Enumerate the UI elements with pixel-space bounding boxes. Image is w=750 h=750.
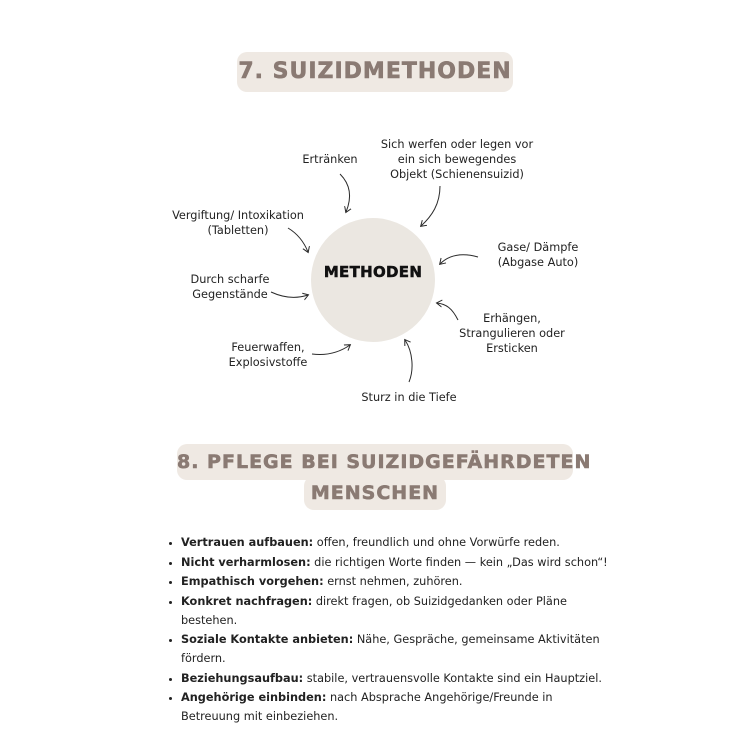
list-item-text: ernst nehmen, zuhören. [323, 575, 463, 588]
method-line: Durch scharfe [190, 273, 270, 286]
method-line: Explosivstoffe [228, 356, 308, 369]
list-item [181, 630, 611, 668]
method-line: ein sich bewegendes [397, 153, 517, 166]
list-item-label: Soziale Kontakte anbieten: [181, 633, 354, 646]
list-item-label: Vertrauen aufbauen: [181, 536, 314, 549]
arrow-schienensuizid [421, 186, 440, 226]
method-line: Feuerwaffen, [231, 341, 305, 354]
method-line: Gase/ Dämpfe [497, 241, 579, 254]
list-item-text: offen, freundlich und ohne Vorwürfe reden. [313, 536, 560, 549]
method-line: (Tabletten) [207, 224, 269, 237]
arrow-vergiftung [288, 228, 308, 252]
arrow-erhaengen [437, 303, 458, 320]
method-line: Objekt (Schienensuizid) [390, 168, 524, 181]
list-item-text: direkt fragen, ob Suizidgedanken oder Pläne bestehen. [181, 594, 567, 627]
method-ertraenken-text: Ertränken [302, 153, 358, 166]
method-line: Strangulieren oder [459, 327, 565, 340]
list-item-label: Empathisch vorgehen: [181, 575, 324, 588]
list-item [181, 533, 611, 552]
list-item [181, 688, 611, 726]
list-item [181, 592, 611, 630]
list-item-text: die richtigen Worte finden — kein „Das wird schon“! [310, 555, 608, 569]
list-item-text: stabile, vertrauensvolle Kontakte sind ein Hauptziel. [303, 671, 602, 685]
method-line: Sich werfen oder legen vor [380, 138, 534, 151]
arrow-ertraenken [340, 174, 350, 212]
section-7-title: 7. SUIZIDMETHODEN [237, 52, 513, 92]
arrow-sturz [405, 340, 412, 382]
method-line: Vergiftung/ Intoxikation [172, 209, 304, 222]
method-sturz-text: Sturz in die Tiefe [361, 391, 457, 404]
list-item-label: Konkret nachfragen: [181, 594, 313, 608]
list-item-text: Nähe, Gespräche, gemeinsame Aktivitäten fördern. [181, 633, 600, 665]
care-list [166, 533, 611, 727]
method-line: Gegenstände [192, 288, 268, 301]
method-line: Ersticken [486, 342, 538, 355]
list-item-label: Beziehungsaufbau: [181, 671, 304, 685]
section-8-title-line1: 8. PFLEGE BEI SUIZIDGEFÄHRDETEN [177, 444, 573, 480]
list-item-text: nach Absprache Angehörige/Freunde in Betreuung mit einbeziehen. [181, 691, 553, 723]
list-item [181, 669, 611, 688]
center-label: METHODEN [323, 263, 423, 281]
list-item-label: Nicht verharmlosen: [181, 555, 311, 569]
arrow-scharfe-gegenstaende [271, 292, 308, 297]
method-line: (Abgase Auto) [497, 256, 579, 269]
method-line: Erhängen, [483, 312, 541, 325]
list-item [181, 572, 611, 591]
section-8-title-line2: MENSCHEN [304, 476, 446, 510]
arrow-feuerwaffen [312, 345, 350, 355]
list-item [181, 553, 611, 572]
list-item-label: Angehörige einbinden: [181, 691, 327, 704]
arrow-gase [440, 255, 478, 264]
